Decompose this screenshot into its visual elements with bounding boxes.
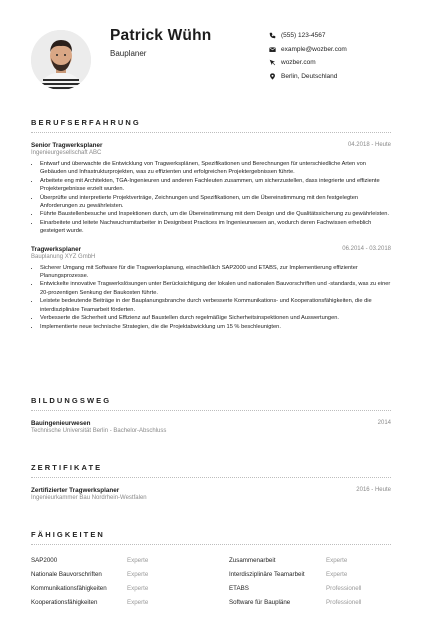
skill-level: Experte — [127, 599, 149, 606]
entry-certificate: Zertifizierter Tragwerksplaner — [31, 487, 120, 494]
contact-location — [268, 70, 347, 84]
skill-name: ETABS — [229, 585, 249, 592]
skill-level: Experte — [127, 571, 149, 578]
skill-level: Professionell — [326, 599, 362, 606]
contact-email-text[interactable]: example@wozber.com — [281, 45, 347, 53]
skill-name: SAP2000 — [31, 557, 58, 564]
bullet-item: • Arbeitete eng mit Architekten, TGA-Ingenieuren und anderen Fachleuten zusammen, um sicherzustellen, dass integrierte und effiziente Projektergebnisse erzielt wurden. — [40, 177, 391, 194]
entry-role: Tragwerksplaner — [31, 245, 82, 253]
section-divider — [31, 410, 391, 411]
entry-company: Bauplanung XYZ GmbH — [31, 253, 96, 260]
section-divider — [31, 544, 391, 545]
entry-bullets — [31, 264, 391, 331]
skills-section — [31, 530, 391, 609]
bullet-item: • Implementierte neue technische Strategien, die die Projektabwicklung um 15 % beschleunigten. — [40, 323, 391, 331]
skill-level: Professionell — [326, 585, 362, 592]
link-icon — [268, 59, 276, 67]
avatar — [31, 30, 91, 90]
skills-grid — [31, 555, 391, 609]
experience-entry — [31, 142, 391, 236]
education-section — [31, 396, 391, 434]
section-divider — [31, 132, 391, 133]
bullet-item: • Einarbeitete und leitete Nachwuchsmitarbeiter in Designbest Practices im Ingenieurwesen an, wodurch deren Fachwissen erheblich gesteigert wurde. — [40, 219, 391, 236]
entry-date: 06.2014 - 03.2018 — [342, 245, 391, 252]
skill-level: Experte — [326, 571, 348, 578]
experience-section — [31, 118, 391, 331]
skill-name: Software für Baupläne — [229, 599, 291, 606]
entry-company: Ingenieurgesellschaft ABC — [31, 150, 102, 156]
entry-degree: Bauingenieurwesen — [31, 420, 91, 427]
section-title: BILDUNGSWEG — [31, 396, 112, 405]
section-title: BERUFSERFAHRUNG — [31, 118, 141, 127]
contact-phone — [268, 29, 347, 43]
entry-role: Senior Tragwerksplaner — [31, 142, 103, 149]
skill-level: Experte — [127, 585, 149, 592]
entry-date: 04.2018 - Heute — [347, 142, 391, 148]
bullet-item: • Verbesserte die Sicherheit und Effizienz auf Baustellen durch regelmäßige Sicherheitsinspektionen und Auswertungen. — [40, 314, 391, 322]
certificate-entry — [31, 487, 391, 501]
certificates-section — [31, 463, 391, 501]
entry-bullets — [31, 160, 391, 236]
location-icon — [268, 72, 276, 80]
job-title: Bauplaner — [110, 49, 147, 58]
mail-icon — [268, 45, 276, 53]
bullet-item: • Führte Baustellenbesuche und Inspektionen durch, um die Übereinstimmung mit dem Design und die Qualitätssicherung zu gewährleisten. — [40, 210, 391, 218]
person-name: Patrick Wühn — [110, 27, 212, 44]
bullet-item: • Entwarf und überwachte die Entwicklung von Tragwerksplänen, Spezifikationen und Berechnungen für unterschiedliche Arten von Gebäuden und Infrastrukturprojekten, was zu effizienten und erfolgreichen Projektergebnissen führte. — [40, 160, 391, 177]
contact-location-text: Berlin, Deutschland — [281, 72, 338, 80]
contact-email[interactable] — [268, 43, 347, 57]
entry-date: 2014 — [377, 420, 391, 426]
bullet-item: • Entwickelte innovative Tragwerkslösungen unter Berücksichtigung der lokalen und nationalen Bauvorschriften und -standards, was zu einer 20-prozentigen Senkung der Baukosten führte. — [40, 280, 391, 297]
entry-school: Technische Universität Berlin - Bachelor-Abschluss — [31, 428, 167, 434]
skill-name: Zusammenarbeit — [229, 557, 276, 564]
bullet-item: • Überprüfte und interpretierte Projektverträge, Zeichnungen und Spezifikationen, um die Übereinstimmung mit den festgelegten Anforderungen zu gewährleisten. — [40, 194, 391, 211]
skill-name: Kommunikationsfähigkeiten — [31, 585, 107, 592]
bullet-item: • Leistete bedeutende Beiträge in der Bauplanungsbranche durch verbesserte Kommunikations- und Kooperationsfähigkeiten, die die interdisziplinäre Teamarbeit förderten. — [40, 297, 391, 314]
education-entry — [31, 420, 391, 434]
bullet-item: • Sicherer Umgang mit Software für die Tragwerksplanung, einschließlich SAP2000 und ETABS, zur Implementierung effizienter Planungsprozesse. — [40, 264, 391, 281]
contact-list — [268, 29, 347, 83]
contact-website[interactable] — [268, 56, 347, 70]
avatar-photo — [31, 30, 91, 90]
skill-name: Nationale Bauvorschriften — [31, 571, 102, 578]
entry-date: 2016 - Heute — [356, 487, 391, 493]
skill-level: Experte — [127, 557, 149, 564]
phone-icon — [268, 32, 276, 40]
skill-name: Kooperationsfähigkeiten — [31, 599, 98, 606]
contact-website-text[interactable]: wozber.com — [281, 59, 316, 67]
entry-issuer: Ingenieurkammer Bau Nordrhein-Westfalen — [31, 495, 147, 501]
section-title: ZERTIFIKATE — [31, 463, 103, 472]
section-divider — [31, 477, 391, 478]
section-title: FÄHIGKEITEN — [31, 530, 105, 539]
experience-entry — [31, 246, 391, 331]
contact-phone-text: (555) 123-4567 — [281, 32, 326, 40]
skill-name: Interdisziplinäre Teamarbeit — [229, 571, 305, 578]
skill-level: Experte — [326, 557, 348, 564]
